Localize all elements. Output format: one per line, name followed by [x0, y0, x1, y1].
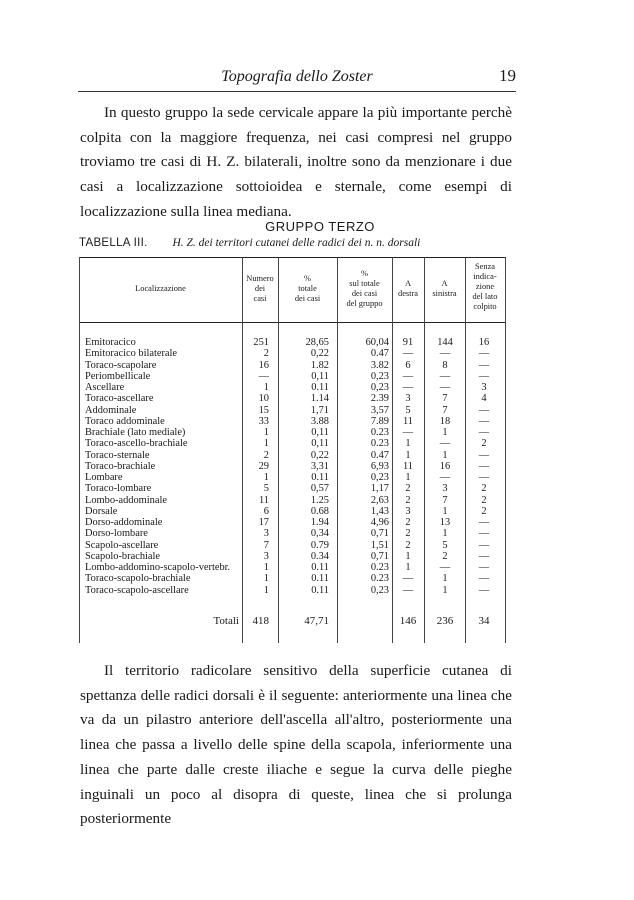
table-row — [79, 393, 506, 404]
table-row — [79, 371, 506, 382]
row-numero: 6 — [263, 505, 269, 517]
row-localizzazione: Toraco addominale — [85, 415, 165, 427]
row-numero: 1 — [263, 382, 269, 393]
row-destra: — — [402, 573, 414, 585]
table-row — [79, 573, 506, 584]
header-sinistra: A sinistra — [432, 279, 457, 298]
row-perc-totale: 28,65 — [305, 337, 329, 348]
row-numero: 33 — [258, 415, 269, 427]
row-perc-totale: 0,11 — [311, 427, 329, 438]
row-numero: 29 — [258, 460, 269, 472]
row-perc-totale: 0.11 — [311, 382, 329, 393]
table-row — [79, 506, 506, 517]
totals-perc-totale: 47,71 — [304, 615, 329, 627]
row-destra: — — [402, 427, 414, 438]
row-destra: — — [402, 382, 414, 393]
row-destra: 2 — [405, 528, 411, 540]
row-destra: 11 — [402, 415, 413, 427]
table-row — [79, 416, 506, 427]
row-perc-totale: 1.14 — [310, 393, 329, 405]
row-numero: 11 — [258, 494, 269, 506]
row-perc-totale: 3,31 — [310, 460, 329, 472]
table-row — [79, 585, 506, 596]
row-senza: — — [478, 427, 490, 438]
table-totals-row — [79, 615, 506, 629]
row-perc-gruppo: 0.23 — [370, 438, 389, 450]
row-sinistra: — — [439, 472, 451, 483]
row-perc-gruppo: 0,71 — [370, 550, 389, 562]
row-sinistra: 3 — [442, 483, 448, 495]
row-perc-totale: 0.68 — [310, 505, 329, 517]
row-numero: 3 — [263, 550, 269, 562]
row-senza: — — [478, 415, 490, 427]
table-row — [79, 450, 506, 461]
table-row — [79, 562, 506, 573]
totals-senza: 34 — [478, 615, 490, 627]
header-destra: A destra — [398, 279, 418, 298]
row-senza: — — [478, 528, 490, 540]
row-senza: 2 — [481, 494, 487, 506]
row-destra: 11 — [402, 460, 413, 472]
row-perc-gruppo: 3,57 — [370, 404, 389, 416]
table-row — [79, 483, 506, 494]
row-senza: — — [478, 449, 490, 461]
table-description: H. Z. dei territori cutanei delle radici dei n. n. dorsali — [172, 237, 421, 249]
row-destra: 3 — [405, 505, 411, 517]
table-row — [79, 495, 506, 506]
table-caption — [79, 237, 519, 249]
totals-numero: 418 — [252, 615, 269, 627]
row-sinistra: 7 — [442, 393, 448, 405]
row-destra: 2 — [405, 494, 411, 506]
row-perc-totale: 1.25 — [310, 494, 329, 506]
row-sinistra: 1 — [442, 427, 448, 438]
row-numero: 1 — [263, 472, 269, 483]
row-localizzazione: Scapolo-brachiale — [85, 550, 161, 562]
row-localizzazione: Brachiale (lato mediale) — [85, 427, 186, 438]
page-number: 19 — [499, 66, 516, 85]
running-head — [78, 66, 516, 88]
row-numero: 10 — [258, 393, 269, 405]
row-localizzazione: Lombo-addominale — [85, 494, 167, 506]
table-row — [79, 360, 506, 371]
row-perc-gruppo: 2.39 — [370, 393, 389, 405]
row-perc-gruppo: 0.23 — [370, 562, 389, 573]
table-row — [79, 551, 506, 562]
row-sinistra: 7 — [442, 494, 448, 506]
row-numero: 2 — [263, 348, 269, 360]
table-row — [79, 382, 506, 393]
row-sinistra: 8 — [442, 359, 448, 371]
row-perc-gruppo: 1,51 — [370, 539, 389, 551]
row-senza: — — [478, 370, 490, 382]
row-destra: — — [402, 584, 414, 596]
totals-label: Totali — [213, 615, 239, 627]
row-destra: 91 — [402, 337, 414, 348]
paragraph-intro-text: In questo gruppo la sede cervicale appare la più importante perchè colpita con la maggiore frequenza, nei casi compresi nel gruppo troviamo tre casi di H. Z. bilaterali, inoltre sono da menzionare i due casi a localizzazione sottoioidea e sternale, come esempi di localizzazione sulla linea mediana. — [80, 104, 512, 220]
row-destra: 1 — [405, 438, 411, 450]
row-sinistra: 5 — [442, 539, 448, 551]
row-senza: 2 — [481, 483, 487, 495]
data-table — [79, 257, 506, 643]
row-perc-totale: 1.82 — [310, 359, 329, 371]
row-sinistra: — — [439, 382, 451, 393]
row-sinistra: 18 — [439, 415, 451, 427]
row-perc-gruppo: 7.89 — [370, 415, 389, 427]
row-sinistra: 13 — [439, 517, 451, 528]
row-destra: 1 — [405, 562, 411, 573]
row-localizzazione: Toraco-ascello-brachiale — [85, 438, 188, 450]
row-localizzazione: Periombellicale — [85, 370, 151, 382]
row-perc-gruppo: 1,17 — [370, 483, 389, 495]
row-perc-totale: 1,71 — [310, 404, 329, 416]
row-senza: 2 — [481, 505, 487, 517]
table-row — [79, 337, 506, 348]
row-localizzazione: Addominale — [85, 404, 137, 416]
table-row — [79, 517, 506, 528]
row-sinistra: 1 — [442, 449, 448, 461]
row-destra: 6 — [405, 359, 411, 371]
row-perc-totale: 0,22 — [310, 449, 329, 461]
row-perc-totale: 0,11 — [311, 438, 329, 450]
totals-sinistra: 236 — [436, 615, 454, 627]
row-localizzazione: Toraco-scapolare — [85, 359, 157, 371]
row-perc-gruppo: 0.23 — [370, 573, 389, 585]
row-destra: 1 — [405, 550, 411, 562]
row-perc-gruppo: 0.47 — [370, 449, 389, 461]
row-perc-gruppo: 3.82 — [370, 359, 389, 371]
table-row — [79, 472, 506, 483]
row-sinistra: 2 — [442, 550, 448, 562]
row-perc-totale: 0.79 — [310, 539, 329, 551]
row-senza: — — [478, 584, 490, 596]
row-senza: 4 — [481, 393, 487, 405]
row-sinistra: 16 — [439, 460, 451, 472]
paragraph-territory-text: Il territorio radicolare sensitivo della superficie cutanea di spettanza delle radici dorsali è il seguente: anteriormente una linea che va da un pilastro anteriore dell'ascella all'altro, posteriormente una linea che passa a livello delle spine della scapola, inferiormente una linea che parte dalle creste iliache e segue la curva delle pieghe inguinali un poco al disopra di queste, linea che si prolunga posteriormente — [80, 662, 512, 828]
row-sinistra: 1 — [442, 584, 448, 596]
row-senza: — — [478, 539, 490, 551]
row-senza: 2 — [481, 438, 487, 450]
row-sinistra: — — [439, 370, 451, 382]
row-sinistra: 1 — [442, 505, 448, 517]
row-numero: 1 — [263, 427, 269, 438]
row-senza: — — [478, 472, 490, 483]
row-perc-gruppo: 0.47 — [370, 348, 389, 360]
row-sinistra: 144 — [437, 337, 453, 348]
row-perc-gruppo: 4,96 — [370, 517, 389, 528]
row-perc-totale: 1.94 — [310, 517, 329, 528]
row-perc-totale: 0,34 — [310, 528, 329, 540]
row-numero: 17 — [258, 517, 269, 528]
row-senza: — — [478, 348, 490, 360]
row-numero: 251 — [253, 337, 269, 348]
totals-destra: 146 — [399, 615, 417, 627]
row-perc-totale: 0,57 — [310, 483, 329, 495]
table-row — [79, 348, 506, 359]
row-perc-gruppo: 0,23 — [370, 382, 389, 393]
row-sinistra: — — [439, 562, 451, 573]
row-localizzazione: Toraco-brachiale — [85, 460, 156, 472]
row-perc-gruppo: 0,71 — [370, 528, 389, 540]
row-perc-gruppo: 0.23 — [370, 427, 389, 438]
row-destra: — — [402, 348, 414, 360]
row-localizzazione: Toraco-lombare — [85, 483, 152, 495]
row-localizzazione: Emitoracico — [85, 337, 136, 348]
row-perc-totale: 3.88 — [310, 415, 329, 427]
row-numero: 1 — [263, 562, 269, 573]
row-localizzazione: Lombo-addomino-scapolo-vertebr. — [85, 562, 231, 573]
paragraph-intro — [80, 101, 512, 225]
group-title: GRUPPO TERZO — [265, 219, 375, 234]
row-destra: 5 — [405, 404, 411, 416]
running-head-title: Topografia dello Zoster — [221, 68, 373, 85]
paragraph-territory — [80, 659, 512, 832]
row-destra: 2 — [405, 517, 411, 528]
row-localizzazione: Dorsale — [85, 505, 118, 517]
row-sinistra: — — [439, 438, 451, 450]
row-destra: 1 — [405, 449, 411, 461]
row-localizzazione: Emitoracico bilaterale — [85, 348, 178, 360]
row-numero: 5 — [263, 483, 269, 495]
row-perc-totale: 0,22 — [310, 348, 329, 360]
header-senza: Senza indica- zione del lato colpito — [472, 262, 498, 311]
row-senza: 3 — [481, 382, 487, 393]
table-row — [79, 528, 506, 539]
row-numero: 16 — [258, 359, 269, 371]
row-numero: 1 — [263, 573, 269, 585]
header-localizzazione: Localizzazione — [135, 284, 186, 293]
row-sinistra: 7 — [442, 404, 448, 416]
row-senza: — — [478, 404, 490, 416]
row-senza: — — [478, 562, 490, 573]
row-numero: 7 — [263, 539, 269, 551]
header-perc-gruppo: % sul totale dei casi del gruppo — [346, 269, 383, 308]
row-numero: — — [258, 370, 269, 382]
row-perc-gruppo: 0,23 — [370, 584, 389, 596]
row-perc-gruppo: 2,63 — [370, 494, 389, 506]
row-destra: 2 — [405, 483, 411, 495]
row-perc-totale: 0,11 — [311, 370, 329, 382]
header-rule — [78, 91, 516, 92]
header-perc-totale: % totale dei casi — [294, 274, 321, 303]
row-senza: — — [478, 550, 490, 562]
row-perc-totale: 0.34 — [310, 550, 329, 562]
row-numero: 15 — [258, 404, 269, 416]
row-localizzazione: Toraco-scapolo-ascellare — [85, 584, 189, 596]
table-label: TABELLA III. — [79, 237, 148, 249]
row-perc-totale: 0.11 — [311, 573, 329, 585]
row-perc-totale: 0.11 — [311, 584, 329, 596]
row-localizzazione: Dorso-lombare — [85, 528, 148, 540]
table-row — [79, 405, 506, 416]
row-destra: 3 — [405, 393, 411, 405]
row-sinistra: 1 — [442, 528, 448, 540]
row-sinistra: — — [439, 348, 451, 360]
row-sinistra: 1 — [442, 573, 448, 585]
row-perc-gruppo: 60,04 — [365, 337, 389, 348]
row-perc-gruppo: 1,43 — [370, 505, 389, 517]
table-row — [79, 461, 506, 472]
table-row — [79, 438, 506, 449]
table-row — [79, 427, 506, 438]
row-numero: 2 — [263, 449, 269, 461]
row-perc-totale: 0.11 — [311, 562, 329, 573]
row-localizzazione: Scapolo-ascellare — [85, 539, 159, 551]
row-senza: 16 — [478, 337, 490, 348]
row-perc-totale: 0.11 — [311, 472, 329, 483]
row-localizzazione: Toraco-ascellare — [85, 393, 154, 405]
row-localizzazione: Lombare — [85, 472, 123, 483]
row-senza: — — [478, 359, 490, 371]
row-localizzazione: Dorso-addominale — [85, 517, 163, 528]
table-row — [79, 540, 506, 551]
table-top-rule — [79, 257, 506, 258]
row-localizzazione: Toraco-scapolo-brachiale — [85, 573, 191, 585]
row-destra: 2 — [405, 539, 411, 551]
row-perc-gruppo: 0,23 — [370, 472, 389, 483]
row-perc-gruppo: 0,23 — [370, 370, 389, 382]
row-senza: — — [478, 573, 490, 585]
row-numero: 1 — [263, 438, 269, 450]
header-numero: Numero dei casi — [246, 274, 274, 303]
row-senza: — — [478, 517, 490, 528]
row-destra: 1 — [405, 472, 411, 483]
row-numero: 1 — [263, 584, 269, 596]
table-header-rule — [79, 322, 506, 323]
row-localizzazione: Toraco-sternale — [85, 449, 150, 461]
row-numero: 3 — [263, 528, 269, 540]
row-destra: — — [402, 370, 414, 382]
row-senza: — — [478, 460, 490, 472]
row-perc-gruppo: 6,93 — [370, 460, 389, 472]
row-localizzazione: Ascellare — [85, 382, 125, 393]
